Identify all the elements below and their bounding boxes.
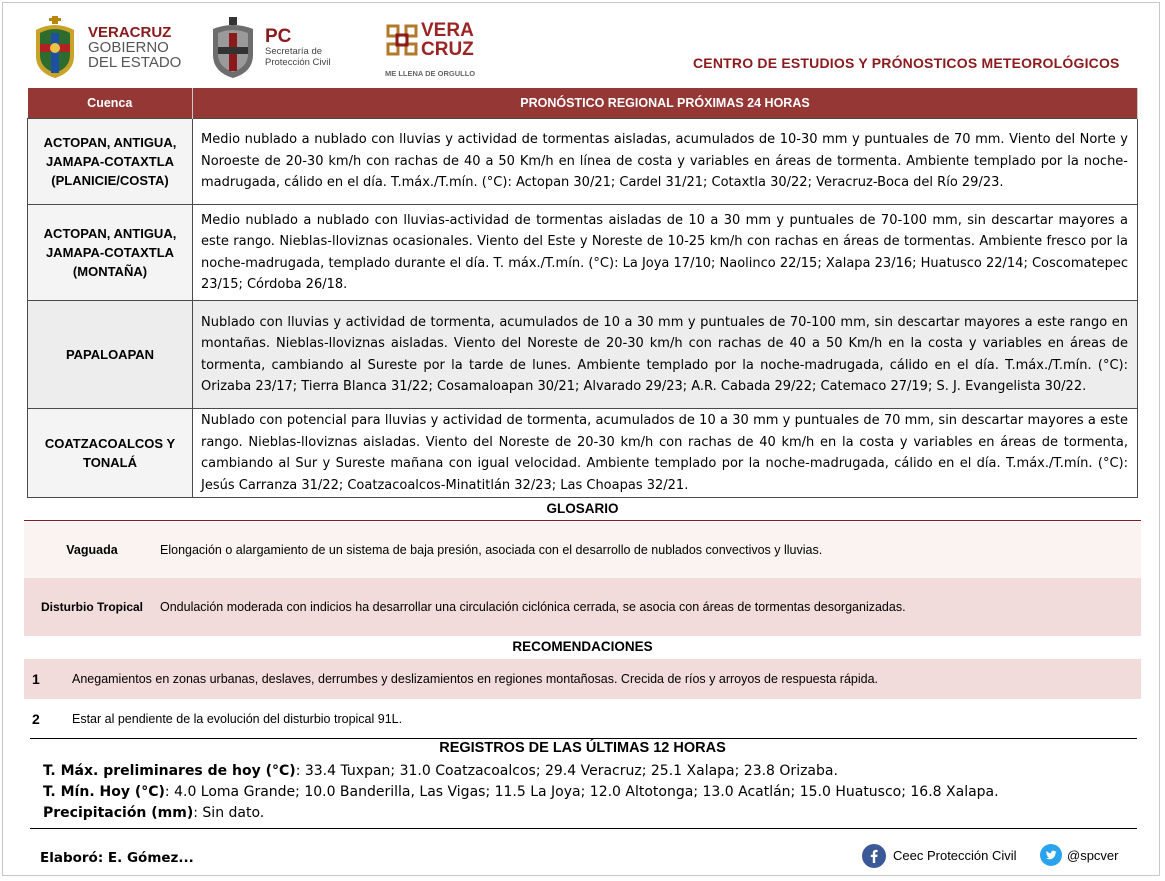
cuenca-cell: COATZACOALCOS Y TONALÁ (28, 409, 193, 498)
glosario-title: GLOSARIO (546, 501, 619, 516)
forecast-table (27, 88, 1138, 498)
tmin-line (43, 784, 999, 800)
knot-pattern-icon (385, 23, 419, 59)
glossary-item (24, 578, 1141, 636)
tmin-value: : 4.0 Loma Grande; 10.0 Banderilla, Las Vigas; 11.5 La Joya; 12.0 Altotonga; 13.0 Acatlán; 15.0 Huatusco; 16.8 Xalapa. (164, 784, 999, 800)
logo2-line2: Protección Civil (265, 57, 331, 68)
forecast-cell: Medio nublado a nublado con lluvias y actividad de tormentas aisladas, acumulados de 10-30 mm y puntuales de 70 mm. Viento del Norte y Noroeste de 20-30 km/h con rachas de 40 a 50 Km/h en línea de costa y variables en áreas de tormenta. Ambiente templado por la noche-madrugada, cálido en el día. T.máx./T.mín. (°C): Actopan 30/21; Cardel 31/21; Cotaxtla 30/22; Veracruz-Boca del Río 29/23. (193, 119, 1138, 205)
divider (24, 520, 1141, 521)
table-row (28, 205, 1138, 301)
divider (30, 738, 1137, 739)
forecast-cell: Nublado con potencial para lluvias y actividad de tormenta, acumulados de 10 a 30 mm y puntuales de 70 mm, sin descartar mayores a este rango. Nieblas-lloviznas aisladas. Viento del Noreste de 20-30 km/h con rachas de 40 km/h en la costa y variables en áreas de tormenta, cambiando al Sur y Sureste mañana con igual velocidad. Ambiente templado por la noche-madrugada, cálido en el día. T.máx./T.mín. (°C): Jesús Carranza 31/22; Coatzacoalcos-Minatitlán 32/23; Las Choapas 32/21. (193, 409, 1138, 498)
forecast-cell: Medio nublado a nublado con lluvias-actividad de tormentas aisladas de 10 a 30 mm y puntuales de 70-100 mm, sin descartar mayores a este rango. Nieblas-lloviznas ocasionales. Viento del Este y Noreste de 10-25 km/h con rachas en áreas de tormentas. Ambiente fresco por la noche-madrugada, templado durante el día. T. máx./T.mín. (°C): La Joya 17/10; Naolinco 22/15; Xalapa 23/16; Huatusco 22/14; Coscomatepec 23/15; Córdoba 26/18. (193, 205, 1138, 301)
tmax-value: : 33.4 Tuxpan; 31.0 Coatzacoalcos; 29.4 Veracruz; 25.1 Xalapa; 23.8 Orizaba. (295, 763, 838, 779)
tmax-label: T. Máx. preliminares de hoy (°C) (43, 763, 296, 779)
glossary-definition: Ondulación moderada con indicios ha desarrollar una circulación ciclónica cerrada, se asocia con áreas de tormentas desorganizadas. (160, 600, 906, 614)
cuenca-cell: ACTOPAN, ANTIGUA, JAMAPA-COTAXTLA (PLANICIE/COSTA) (28, 119, 193, 205)
twitter-link[interactable]: @spcver (1067, 848, 1119, 863)
col-header-pronostico: PRONÓSTICO REGIONAL PRÓXIMAS 24 HORAS (193, 88, 1138, 119)
recommendation-item (24, 699, 1141, 739)
logo1-line1: VERACRUZ (88, 24, 172, 41)
recommendation-item (24, 659, 1141, 699)
logo3-line2: CRUZ (421, 39, 474, 60)
cuenca-cell: ACTOPAN, ANTIGUA, JAMAPA-COTAXTLA (MONTAÑA) (28, 205, 193, 301)
precip-value: : Sin dato. (193, 805, 265, 821)
table-row (28, 119, 1138, 205)
logo1-line3: DEL ESTADO (88, 54, 182, 71)
header (0, 0, 1165, 88)
logo3-tagline: ME LLENA DE ORGULLO (385, 69, 476, 78)
glossary-item (24, 522, 1141, 578)
facebook-link[interactable]: Ceec Protección Civil (893, 848, 1017, 863)
glossary-term: Vaguada (66, 543, 118, 557)
twitter-icon[interactable] (1040, 844, 1062, 870)
recommendation-number: 2 (32, 711, 40, 727)
divider (30, 828, 1137, 829)
recomendaciones-title: RECOMENDACIONES (512, 639, 653, 654)
registros-title: REGISTROS DE LAS ÚLTIMAS 12 HORAS (439, 740, 726, 756)
recommendation-text: Estar al pendiente de la evolución del disturbio tropical 91L. (72, 712, 403, 726)
proteccion-civil-logo (208, 17, 331, 83)
logo2-abbr: PC (265, 26, 292, 47)
tmin-label: T. Mín. Hoy (°C) (43, 784, 165, 800)
elaboro-text: Elaboró: E. Gómez... (40, 850, 194, 866)
glossary-definition: Elongación o alargamiento de un sistema de baja presión, asociada con el desarrollo de nublados convectivos y lluvias. (160, 543, 823, 557)
col-header-cuenca: Cuenca (28, 88, 193, 119)
logo3-line1: VERA (421, 20, 474, 41)
glossary-term: Disturbio Tropical (40, 600, 143, 614)
footer (0, 840, 1165, 880)
coat-of-arms-icon (30, 16, 80, 80)
recommendation-text: Anegamientos en zonas urbanas, deslaves, derrumbes y deslizamientos en regiones montañosas. Crecida de ríos y arroyos de respuesta rápida. (72, 672, 878, 686)
recommendation-number: 1 (32, 671, 40, 687)
tmax-line (43, 763, 838, 779)
facebook-icon[interactable] (862, 844, 886, 872)
precip-line (43, 805, 264, 821)
page-title: CENTRO DE ESTUDIOS Y PRÓNOSTICOS METEOROLÓGICOS (693, 55, 1120, 71)
precip-label: Precipitación (mm) (43, 805, 194, 821)
logo2-line1: Secretaría de (265, 46, 323, 57)
table-row (28, 409, 1138, 498)
cuenca-cell: PAPALOAPAN (28, 301, 193, 409)
logo1-line2: GOBIERNO (88, 39, 169, 56)
veracruz-orgullo-logo (385, 20, 476, 78)
table-header-row (28, 88, 1138, 119)
veracruz-gobierno-logo (30, 16, 182, 84)
pc-shield-icon (208, 17, 258, 79)
forecast-cell: Nublado con lluvias y actividad de tormenta, acumulados de 10 a 30 mm y puntuales de 70-100 mm, sin descartar mayores a este rango en montañas. Nieblas-lloviznas aisladas. Viento del Noreste de 20-30 km/h con rachas de 40 a 50 Km/h en la costa y variables en áreas de tormenta, cambiando al Sureste por la tarde de lunes. Ambiente templado por la noche-madrugada, cálido en el día. T.máx./T.mín. (°C): Orizaba 23/17; Tierra Blanca 31/22; Cosamaloapan 30/21; Alvarado 29/23; A.R. Cabada 29/22; Catemaco 27/19; S. J. Evangelista 30/22. (193, 301, 1138, 409)
table-row (28, 301, 1138, 409)
